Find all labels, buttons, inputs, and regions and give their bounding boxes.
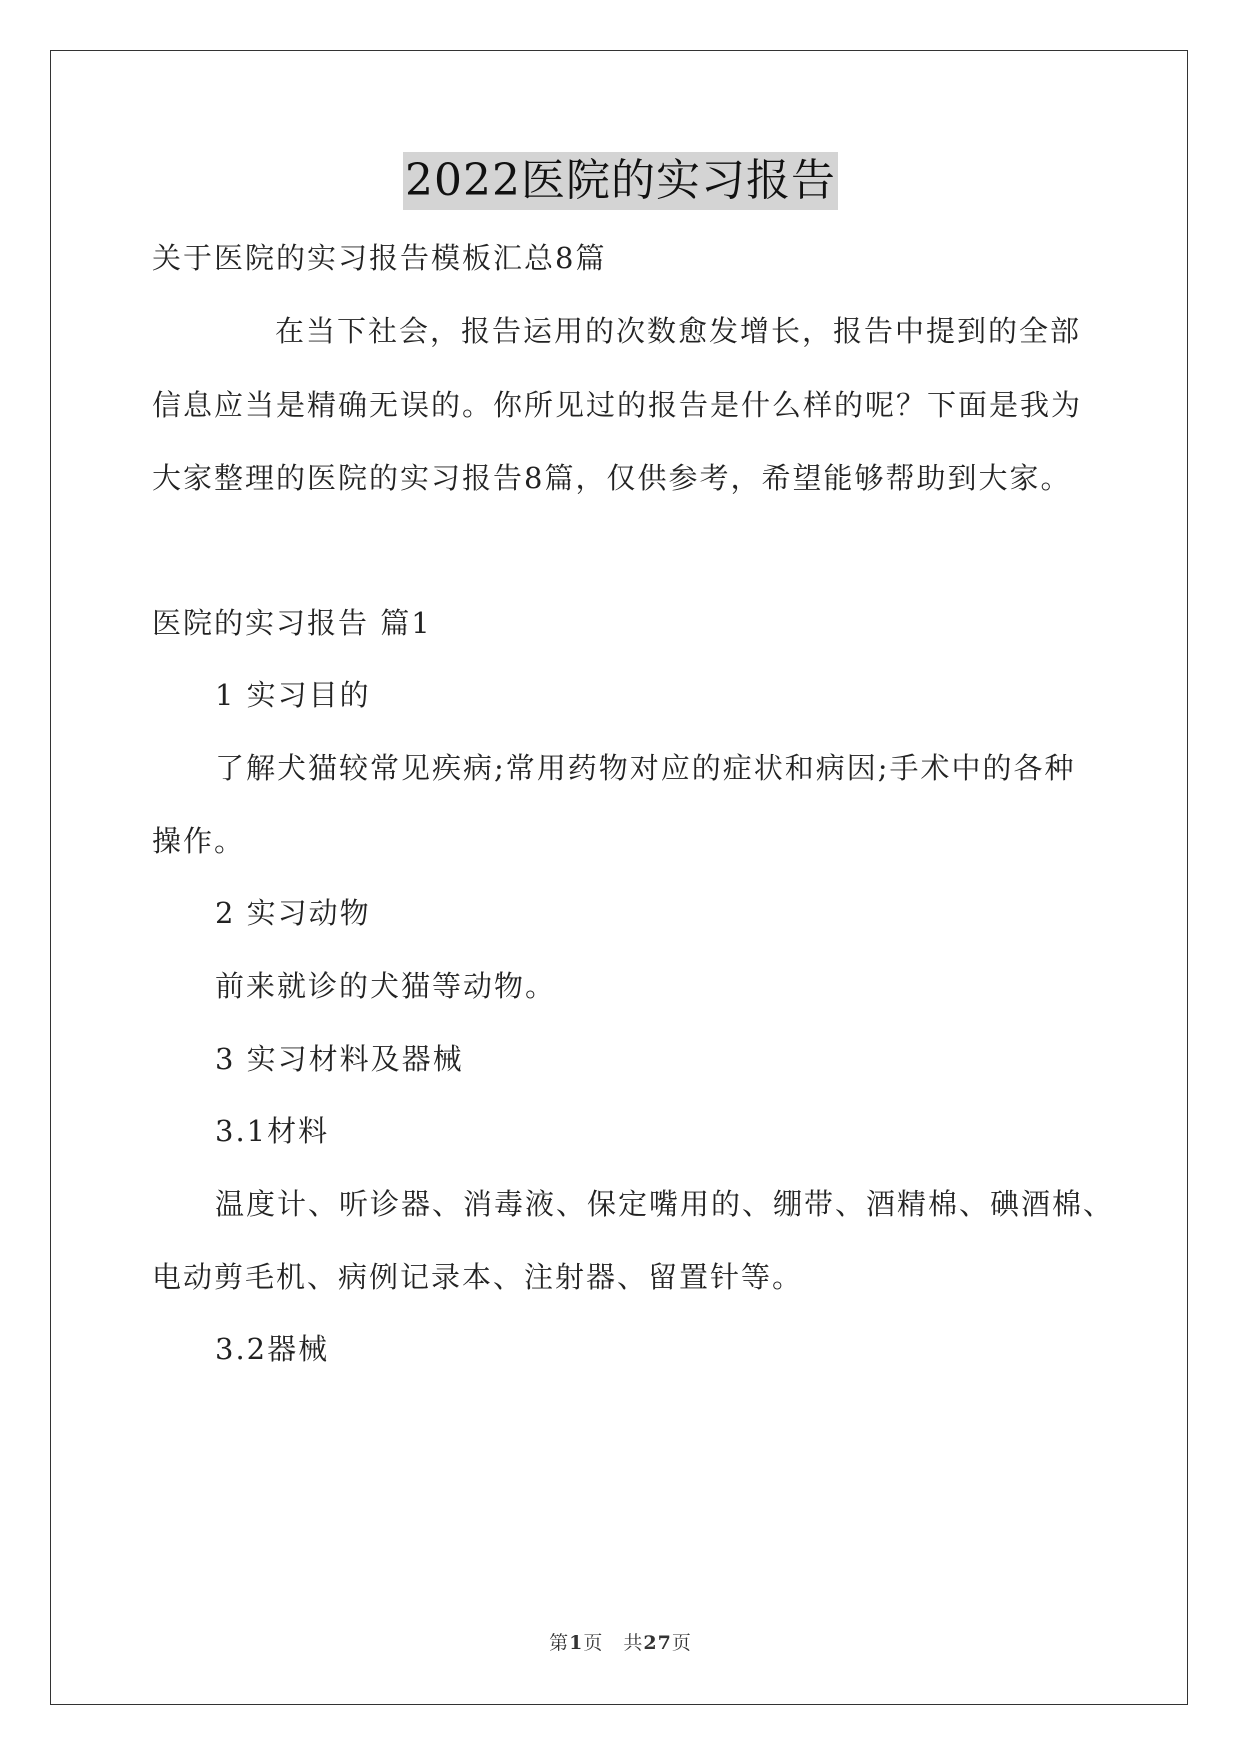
title-container	[0, 152, 1241, 210]
section-heading: 医院的实习报告 篇1	[152, 606, 432, 640]
paragraph-materials-line-2: 电动剪毛机、病例记录本、注射器、留置针等。	[152, 1260, 804, 1294]
document-subtitle: 关于医院的实习报告模板汇总8篇	[152, 241, 607, 275]
paragraph-materials-line-1: 温度计、听诊器、消毒液、保定嘴用的、绷带、酒精棉、碘酒棉、	[215, 1187, 1115, 1221]
paragraph-purpose-line-1: 了解犬猫较常见疾病;常用药物对应的症状和病因;手术中的各种	[215, 751, 1076, 785]
footer-page-total: 27	[643, 1632, 672, 1654]
heading-materials: 3.1材料	[215, 1114, 330, 1148]
footer-suffix: 页	[671, 1632, 692, 1654]
heading-equipment: 3.2器械	[215, 1332, 330, 1366]
intro-line-2: 信息应当是精确无误的。你所见过的报告是什么样的呢？下面是我为	[152, 388, 1083, 422]
intro-line-1: 在当下社会，报告运用的次数愈发增长，报告中提到的全部	[275, 314, 1082, 348]
footer-page-number: 1	[569, 1632, 584, 1654]
heading-animals: 2 实习动物	[215, 896, 371, 930]
intro-line-3: 大家整理的医院的实习报告8篇，仅供参考，希望能够帮助到大家。	[152, 461, 1072, 495]
footer-prefix: 第	[549, 1632, 570, 1654]
page-border	[50, 50, 1188, 1705]
document-title: 2022医院的实习报告	[403, 152, 838, 210]
paragraph-animals: 前来就诊的犬猫等动物。	[215, 969, 557, 1003]
paragraph-purpose-line-2: 操作。	[152, 824, 246, 858]
heading-purpose: 1 实习目的	[215, 678, 371, 712]
heading-materials-equipment: 3 实习材料及器械	[215, 1042, 464, 1076]
page-footer	[0, 1628, 1241, 1655]
footer-mid: 页 共	[583, 1632, 644, 1654]
